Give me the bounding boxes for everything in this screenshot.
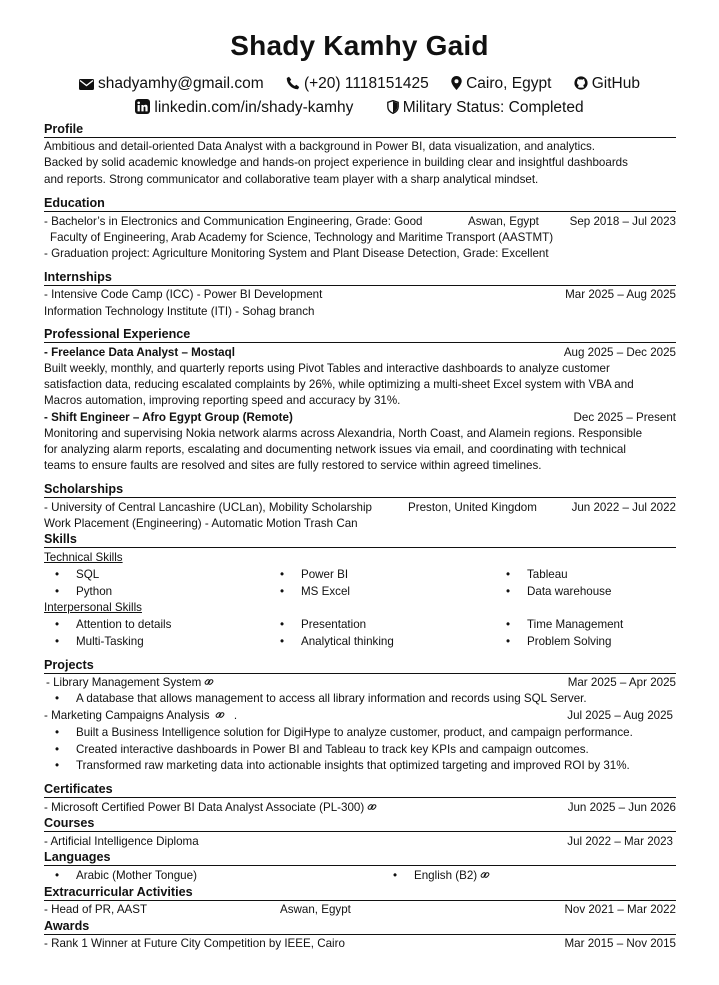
education-project: - Graduation project: Agriculture Monitoring System and Plant Disease Detection, Grade: Excellent bbox=[44, 247, 549, 260]
section-heading-languages: Languages bbox=[44, 850, 676, 866]
education-school: Faculty of Engineering, Arab Academy for Science, Technology and Maritime Transport (AASTMT) bbox=[50, 231, 554, 244]
link-icon[interactable] bbox=[367, 802, 377, 812]
project-2-bullet: • Created interactive dashboards in Power BI and Tableau to track key KPIs and campaign outcomes. bbox=[76, 742, 589, 758]
skill-item: • Power BI bbox=[301, 567, 348, 583]
scholarship-row bbox=[44, 500, 676, 516]
contact-military bbox=[387, 99, 584, 117]
certificate-dates: Jun 2025 – Jun 2026 bbox=[567, 801, 676, 814]
project-2-dates: Jul 2025 – Aug 2025 bbox=[567, 709, 673, 722]
course-row bbox=[44, 834, 676, 850]
linkedin-text: linkedin.com/in/shady-kamhy bbox=[154, 99, 354, 116]
certificate-row bbox=[44, 800, 676, 816]
award-dates: Mar 2015 – Nov 2015 bbox=[564, 937, 676, 950]
skill-item: • Attention to details bbox=[76, 617, 171, 633]
section-heading-scholarships: Scholarships bbox=[44, 482, 676, 498]
section-heading-projects: Projects bbox=[44, 658, 676, 674]
link-icon[interactable] bbox=[204, 677, 214, 687]
job-1-dates: Aug 2025 – Dec 2025 bbox=[563, 346, 676, 359]
military-text: Military Status: Completed bbox=[402, 99, 584, 116]
section-heading-profile: Profile bbox=[44, 122, 676, 138]
link-icon[interactable] bbox=[480, 870, 490, 880]
award-row bbox=[44, 936, 676, 952]
job-1-line: satisfaction data, reducing escalated complaints by 26%, while optimizing a multi-sheet Excel system with VBA and bbox=[44, 378, 634, 391]
project-2-bullet: • Built a Business Intelligence solution for DigiHype to analyze customer, product, and campaign performance. bbox=[76, 725, 633, 741]
project-2-title[interactable]: - Marketing Campaigns Analysis bbox=[44, 709, 210, 722]
extracurricular-location: Aswan, Egypt bbox=[280, 903, 351, 916]
job-1-title: - Freelance Data Analyst – Mostaql bbox=[44, 346, 235, 359]
technical-skills-subheading: Technical Skills bbox=[44, 551, 123, 564]
section-heading-education: Education bbox=[44, 196, 676, 212]
github-text: GitHub bbox=[591, 75, 640, 92]
section-heading-skills: Skills bbox=[44, 532, 676, 548]
skill-item: • Data warehouse bbox=[527, 584, 611, 600]
phone-icon bbox=[286, 76, 300, 90]
section-heading-internships: Internships bbox=[44, 270, 676, 286]
contact-email[interactable] bbox=[79, 75, 264, 93]
scholarship-location: Preston, United Kingdom bbox=[408, 501, 537, 514]
language-item bbox=[414, 868, 490, 884]
education-degree: - Bachelor’s in Electronics and Communication Engineering, Grade: Good bbox=[44, 215, 423, 228]
project-2-row bbox=[44, 708, 676, 724]
job-2-title: - Shift Engineer – Afro Egypt Group (Remote) bbox=[44, 411, 293, 424]
internship-row bbox=[44, 287, 676, 303]
scholarship-dates: Jun 2022 – Jul 2022 bbox=[571, 501, 676, 514]
project-2-dot: . bbox=[233, 709, 238, 722]
contact-linkedin[interactable] bbox=[135, 99, 353, 117]
scholarship-item: - University of Central Lancashire (UCLan), Mobility Scholarship bbox=[44, 501, 372, 514]
education-dates: Sep 2018 – Jul 2023 bbox=[569, 215, 676, 228]
award-item: - Rank 1 Winner at Future City Competition by IEEE, Cairo bbox=[44, 937, 345, 950]
internship-item: - Intensive Code Camp (ICC) - Power BI Development bbox=[44, 288, 323, 301]
contact-phone[interactable] bbox=[286, 75, 429, 93]
job-2-dates: Dec 2025 – Present bbox=[573, 411, 676, 424]
contact-github[interactable] bbox=[574, 75, 640, 93]
course-dates: Jul 2022 – Mar 2023 bbox=[567, 835, 673, 848]
education-degree-row bbox=[44, 214, 676, 230]
project-1-dates: Mar 2025 – Apr 2025 bbox=[567, 676, 676, 689]
scholarship-detail: Work Placement (Engineering) - Automatic Motion Trash Can bbox=[44, 517, 358, 530]
skill-item: • Python bbox=[76, 584, 112, 600]
skill-item: • MS Excel bbox=[301, 584, 350, 600]
contact-location bbox=[451, 75, 551, 93]
project-1-row bbox=[46, 675, 676, 691]
profile-line: Backed by solid academic knowledge and hands-on project experience in building clear and insightful dashboards bbox=[44, 156, 628, 169]
skill-item: • Multi-Tasking bbox=[76, 634, 144, 650]
phone-text: (+20) 1118151425 bbox=[303, 75, 429, 92]
job-1-line: Built weekly, monthly, and quarterly reports using Pivot Tables and interactive dashboards to analyze customer bbox=[44, 362, 610, 375]
skill-item: • Tableau bbox=[527, 567, 568, 583]
job-2-line: for analyzing alarm reports, escalating and documenting network issues via email, and coordinating with technical bbox=[44, 443, 626, 456]
profile-line: and reports. Strong communicator and collaborative team player with a sharp analytical mindset. bbox=[44, 173, 539, 186]
contact-row-2 bbox=[0, 99, 719, 117]
github-icon bbox=[574, 76, 588, 90]
location-text: Cairo, Egypt bbox=[466, 75, 552, 92]
resume-name: Shady Kamhy Gaid bbox=[230, 30, 489, 61]
interpersonal-skills-subheading: Interpersonal Skills bbox=[44, 601, 142, 614]
extracurricular-item: - Head of PR, AAST bbox=[44, 903, 148, 916]
skill-item: • Problem Solving bbox=[527, 634, 611, 650]
email-text: shadyamhy@gmail.com bbox=[98, 75, 264, 92]
email-icon bbox=[79, 79, 94, 90]
section-heading-extracurricular: Extracurricular Activities bbox=[44, 885, 676, 901]
course-item: - Artificial Intelligence Diploma bbox=[44, 835, 199, 848]
location-pin-icon bbox=[451, 76, 462, 90]
project-1-bullet: • A database that allows management to access all library information and records using SQL Server. bbox=[76, 691, 587, 707]
skill-item: • SQL bbox=[76, 567, 99, 583]
extracurricular-dates: Nov 2021 – Mar 2022 bbox=[564, 903, 676, 916]
section-heading-experience: Professional Experience bbox=[44, 327, 676, 343]
project-2-bullet: • Transformed raw marketing data into actionable insights that optimized targeting and improved ROI by 31%. bbox=[76, 758, 630, 774]
job-2-line: teams to ensure faults are resolved and sites are fully restored to service within agreed timelines. bbox=[44, 459, 542, 472]
skill-item: • Analytical thinking bbox=[301, 634, 394, 650]
skill-item: • Presentation bbox=[301, 617, 366, 633]
internship-dates: Mar 2025 – Aug 2025 bbox=[565, 288, 676, 301]
language-item: • Arabic (Mother Tongue) bbox=[76, 868, 197, 884]
section-heading-courses: Courses bbox=[44, 816, 676, 832]
internship-org: Information Technology Institute (ITI) - Sohag branch bbox=[44, 305, 315, 318]
linkedin-icon bbox=[135, 99, 150, 114]
job-2-line: Monitoring and supervising Nokia network alarms across Alexandria, North Coast, and Alamein regions. Responsible bbox=[44, 427, 643, 440]
shield-icon bbox=[387, 100, 399, 114]
link-icon[interactable] bbox=[215, 710, 225, 720]
contact-row-1 bbox=[0, 75, 719, 93]
job-2-row bbox=[44, 410, 676, 426]
extracurricular-row bbox=[44, 902, 676, 918]
education-location: Aswan, Egypt bbox=[468, 215, 539, 228]
section-heading-certificates: Certificates bbox=[44, 782, 676, 798]
certificate-item[interactable]: - Microsoft Certified Power BI Data Analyst Associate (PL-300) bbox=[44, 801, 365, 814]
project-1-title[interactable]: - Library Management System bbox=[46, 676, 202, 689]
profile-line: Ambitious and detail-oriented Data Analyst with a background in Power BI, data visualization, and analytics. bbox=[44, 140, 596, 153]
language-item-text[interactable]: English (B2) bbox=[414, 869, 478, 882]
job-1-line: Macros automation, improving reporting speed and accuracy by 31%. bbox=[44, 394, 401, 407]
job-1-row bbox=[44, 345, 676, 361]
section-heading-awards: Awards bbox=[44, 919, 676, 935]
skill-item: • Time Management bbox=[527, 617, 623, 633]
